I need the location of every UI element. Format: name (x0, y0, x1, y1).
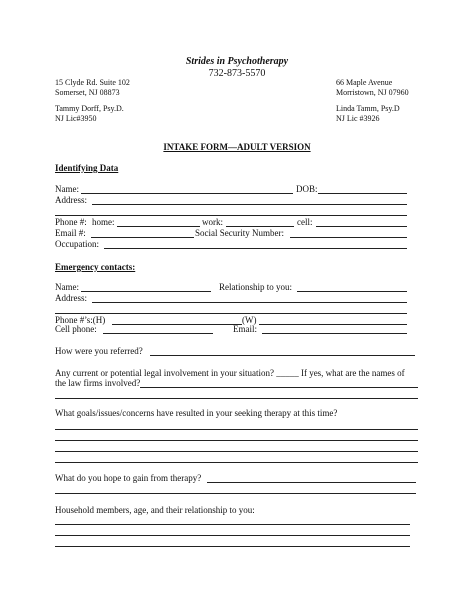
emergency-phone-w-label: (W) (242, 315, 257, 325)
relationship-label: Relationship to you: (219, 282, 292, 292)
right-clinician-name: Linda Tamm, Psy.D (336, 104, 400, 113)
occupation-field[interactable] (104, 248, 407, 249)
referred-question: How were you referred? (55, 346, 143, 356)
legal-question-line1: Any current or potential legal involvement in your situation? _____ If yes, what are the names of (55, 368, 405, 378)
gain-question: What do you hope to gain from therapy? (55, 473, 202, 483)
emergency-phone-h-label: Phone #’s:(H) (55, 315, 106, 325)
household-field-line2[interactable] (55, 535, 410, 536)
emergency-name-field[interactable] (81, 291, 211, 292)
work-label: work: (202, 217, 223, 227)
emergency-heading: Emergency contacts: (55, 262, 136, 272)
name-field[interactable] (81, 193, 293, 194)
email-field[interactable] (91, 237, 194, 238)
emergency-address-field[interactable] (92, 302, 407, 303)
left-address-line1: 15 Clyde Rd. Suite 102 (55, 78, 130, 87)
practice-name: Strides in Psychotherapy (185, 56, 289, 67)
identifying-heading: Identifying Data (55, 163, 119, 173)
left-address-line2: Somerset, NJ 08873 (55, 88, 120, 97)
goals-field-line2[interactable] (55, 440, 418, 441)
goals-field-line4[interactable] (55, 462, 418, 463)
dob-label: DOB: (296, 184, 318, 194)
left-clinician-name: Tammy Dorff, Psy.D. (55, 104, 124, 113)
legal-firms-field[interactable] (140, 387, 418, 388)
legal-firms-field-line2[interactable] (55, 398, 418, 399)
emergency-cell-label: Cell phone: (55, 324, 97, 334)
practice-phone: 732-873-5570 (208, 68, 266, 79)
emergency-email-label: Email: (233, 324, 257, 334)
emergency-email-field[interactable] (262, 333, 407, 334)
form-title: INTAKE FORM—ADULT VERSION (163, 142, 311, 152)
emergency-name-label: Name: (55, 282, 79, 292)
address-label: Address: (55, 195, 87, 205)
gain-field[interactable] (207, 482, 416, 483)
address-field-line2[interactable] (55, 215, 407, 216)
dob-field[interactable] (318, 193, 407, 194)
household-field-line1[interactable] (55, 524, 410, 525)
occupation-label: Occupation: (55, 239, 99, 249)
ssn-label: Social Security Number: (195, 228, 284, 238)
gain-field-line2[interactable] (55, 493, 416, 494)
right-address-line1: 66 Maple Avenue (336, 78, 393, 87)
emergency-address-field-line2[interactable] (55, 313, 407, 314)
right-clinician-license: NJ Lic #3926 (336, 114, 380, 123)
emergency-cell-field[interactable] (103, 333, 213, 334)
household-question: Household members, age, and their relationship to you: (55, 505, 255, 515)
cell-label: cell: (297, 217, 313, 227)
left-clinician-license: NJ Lic#3950 (55, 114, 97, 123)
legal-question-line2: the law firms involved? (55, 378, 141, 388)
goals-field-line3[interactable] (55, 451, 418, 452)
ssn-field[interactable] (290, 237, 407, 238)
address-field[interactable] (92, 204, 407, 205)
goals-field-line1[interactable] (55, 429, 418, 430)
emergency-address-label: Address: (55, 293, 87, 303)
email-label: Email #: (55, 228, 86, 238)
emergency-phone-h-field[interactable] (112, 324, 242, 325)
phone-label: Phone #: (55, 217, 87, 227)
name-label: Name: (55, 184, 79, 194)
household-field-line3[interactable] (55, 546, 410, 547)
referred-field[interactable] (150, 355, 415, 356)
cell-phone-field[interactable] (316, 226, 407, 227)
emergency-phone-w-field[interactable] (259, 324, 407, 325)
home-label: home: (92, 217, 115, 227)
relationship-field[interactable] (297, 291, 407, 292)
goals-question: What goals/issues/concerns have resulted in your seeking therapy at this time? (55, 408, 338, 418)
work-phone-field[interactable] (226, 226, 294, 227)
home-phone-field[interactable] (117, 226, 200, 227)
right-address-line2: Morristown, NJ 07960 (336, 88, 409, 97)
